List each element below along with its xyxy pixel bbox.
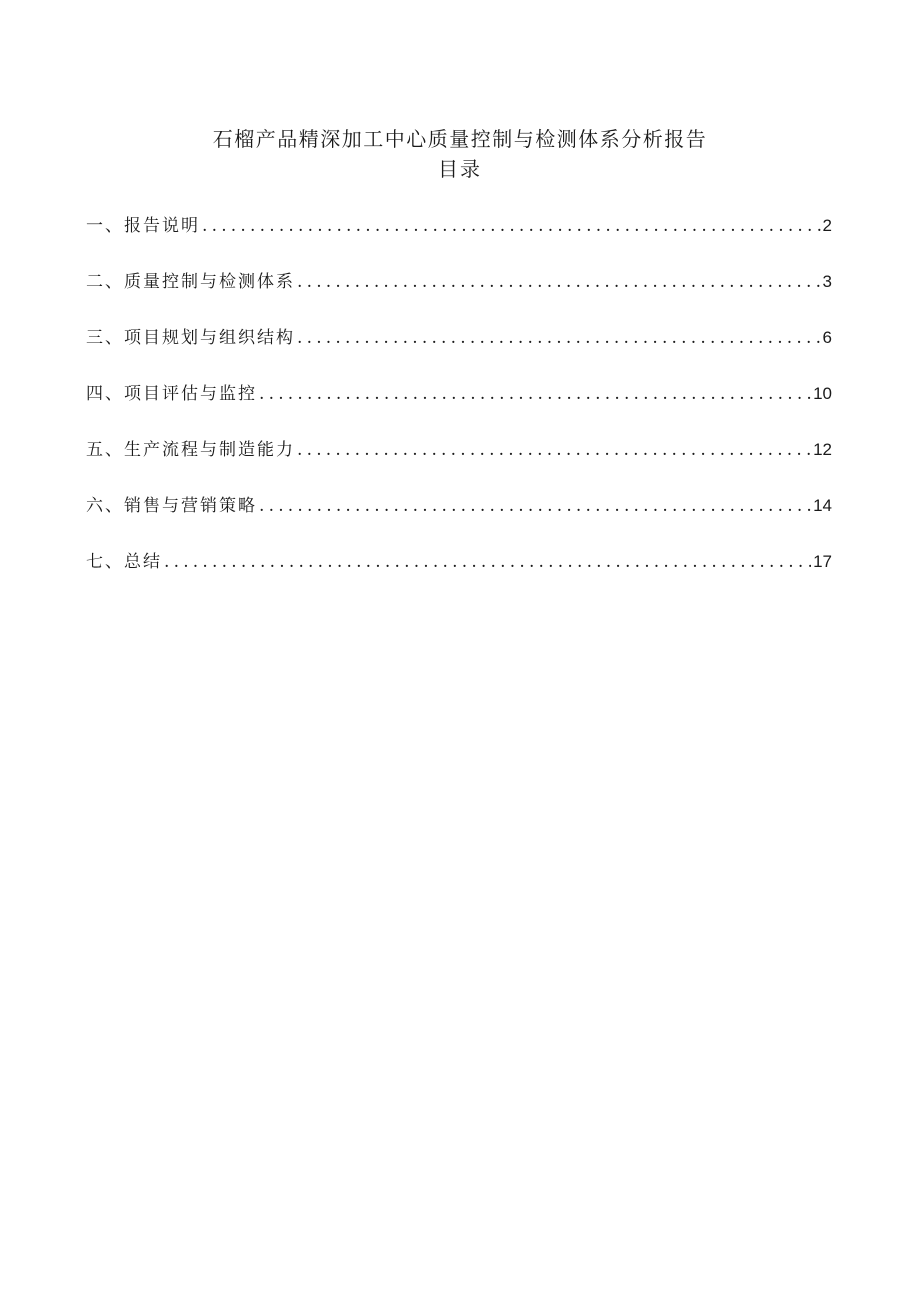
toc-heading: 目录 — [438, 157, 482, 181]
toc-entry-page-number: 2 — [822, 216, 832, 235]
toc-entry-label: 三、项目规划与组织结构 — [86, 328, 295, 348]
toc-dot-leader — [259, 379, 811, 409]
toc-entry-page-number: 3 — [822, 272, 832, 291]
toc-entry-sales-marketing[interactable] — [86, 491, 832, 547]
toc-entry-label: 二、质量控制与检测体系 — [86, 272, 295, 292]
toc-dot-leader — [164, 547, 811, 577]
toc-entry-page-number: 6 — [822, 328, 832, 347]
toc-entry-page-number: 14 — [813, 496, 832, 515]
toc-dot-leader — [297, 435, 811, 465]
toc-entry-quality-control[interactable] — [86, 267, 832, 323]
toc-entry-label: 四、项目评估与监控 — [86, 384, 257, 404]
toc-entry-page-number: 12 — [813, 440, 832, 459]
toc-dot-leader — [297, 267, 821, 297]
toc-entry-production-process[interactable] — [86, 435, 832, 491]
toc-entry-label: 五、生产流程与制造能力 — [86, 440, 295, 460]
toc-entry-page-number: 17 — [813, 552, 832, 571]
toc-entry-label: 七、总结 — [86, 552, 162, 572]
toc-entry-page-number: 10 — [813, 384, 832, 403]
toc-entry-project-planning[interactable] — [86, 323, 832, 379]
toc-dot-leader — [297, 323, 821, 353]
document-title: 石榴产品精深加工中心质量控制与检测体系分析报告 — [212, 127, 708, 151]
table-of-contents — [86, 211, 832, 603]
toc-dot-leader — [202, 211, 821, 241]
toc-dot-leader — [259, 491, 811, 521]
toc-entry-report-description[interactable] — [86, 211, 832, 267]
toc-entry-label: 一、报告说明 — [86, 216, 200, 236]
toc-entry-summary[interactable] — [86, 547, 832, 603]
toc-entry-label: 六、销售与营销策略 — [86, 496, 257, 516]
toc-entry-project-evaluation[interactable] — [86, 379, 832, 435]
